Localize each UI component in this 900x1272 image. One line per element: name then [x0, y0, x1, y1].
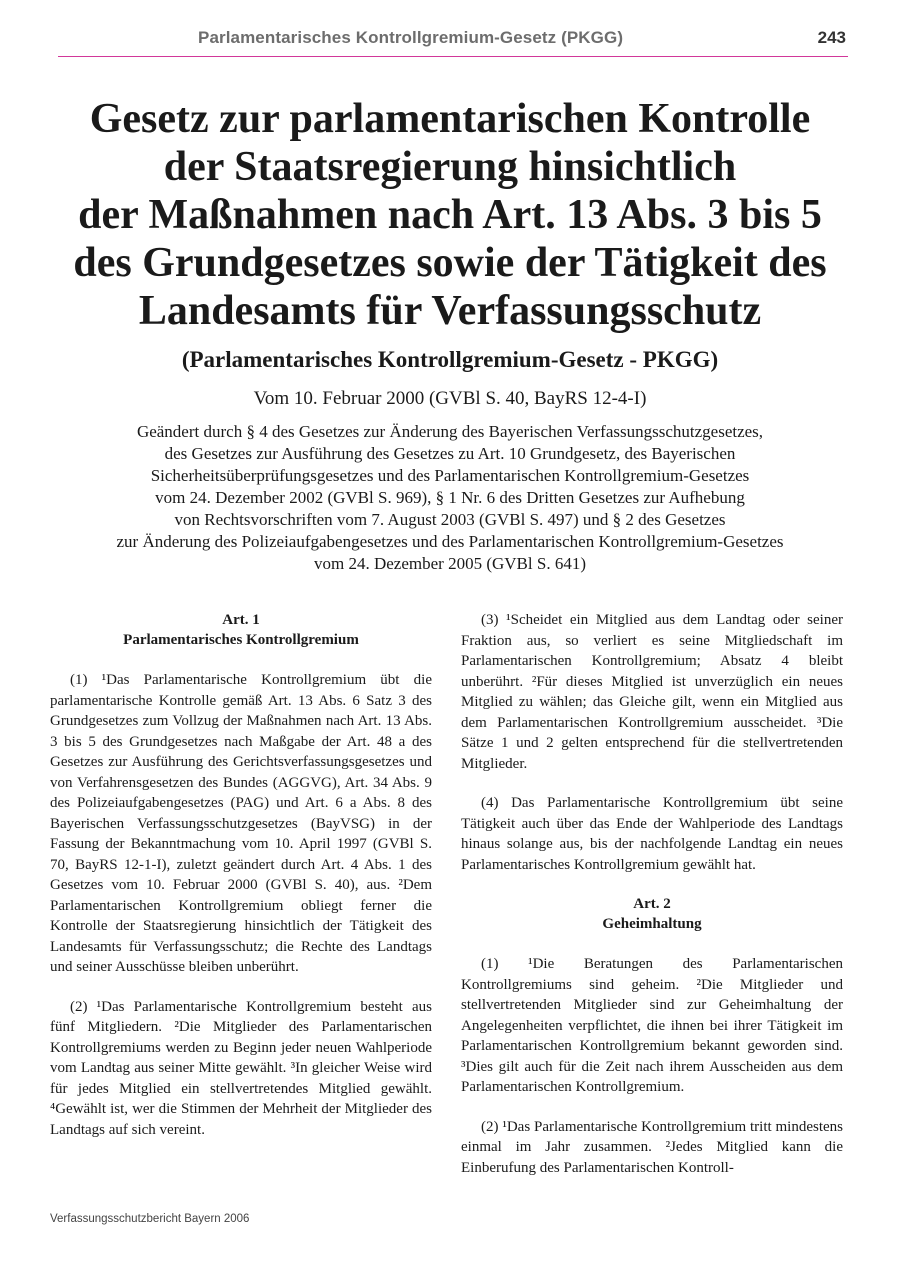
page-number: 243 — [817, 28, 846, 47]
article-1-paragraph-3: (3) ¹Scheidet ein Mitglied aus dem Landtag oder seiner Fraktion aus, so verliert es seine Mitgliedschaft im Parlamentarischen Kontrollgremium; Absatz 4 bleibt unberührt. ²Für dieses Mitglied ist unverzüglich ein neues Mitglied zu wählen; das Gleiche gilt, wenn ein Mitglied aus dem Parlamentarischen Kontrollgremium ausscheidet. ³Die Sätze 1 und 2 gelten entsprechend für die stellvertretenden Mitglieder. — [461, 612, 843, 772]
law-title-line: der Maßnahmen nach Art. 13 Abs. 3 bis 5 — [78, 192, 822, 238]
law-title — [40, 95, 860, 335]
article-2-heading — [461, 894, 843, 934]
law-title-line: des Grundgesetzes sowie der Tätigkeit des — [73, 240, 827, 286]
law-title-line: Gesetz zur parlamentarischen Kontrolle — [89, 96, 811, 142]
article-title: Parlamentarisches Kontrollgremium — [123, 632, 359, 648]
amendment-line: des Gesetzes zur Ausführung des Gesetzes zu Art. 10 Grundgesetz, des Bayerischen — [164, 444, 736, 463]
article-title: Geheimhaltung — [602, 916, 702, 932]
law-short-title: (Parlamentarisches Kontrollgremium-Gesetz - PKGG) — [181, 347, 719, 372]
amendment-line: Sicherheitsüberprüfungsgesetzes und des Parlamentarischen Kontrollgremium-Gesetzes — [150, 466, 750, 485]
amendment-note — [40, 421, 860, 575]
running-title: Parlamentarisches Kontrollgremium-Gesetz (PKGG) — [198, 28, 624, 47]
amendment-line: vom 24. Dezember 2002 (GVBl S. 969), § 1 Nr. 6 des Dritten Gesetzes zur Aufhebung — [155, 488, 745, 507]
amendment-line: zur Änderung des Polizeiaufgabengesetzes und des Parlamentarischen Kontrollgremium-Gesetzes — [116, 532, 784, 551]
article-number: Art. 2 — [633, 896, 671, 912]
law-title-line: Landesamts für Verfassungsschutz — [138, 288, 762, 334]
promulgation-date: Vom 10. Februar 2000 (GVBl S. 40, BayRS 12-4-I) — [253, 388, 647, 409]
running-header — [58, 26, 848, 57]
article-1-heading — [50, 610, 432, 650]
amendment-line: Geändert durch § 4 des Gesetzes zur Änderung des Bayerischen Verfassungsschutzgesetzes, — [136, 422, 764, 441]
article-1-paragraph-2: (2) ¹Das Parlamentarische Kontrollgremium besteht aus fünf Mitgliedern. ²Die Mitglieder des Parlamentarischen Kontrollgremiums werden zu Beginn jeder neuen Wahlperiode vom Landtag aus seiner Mitte gewählt. ³In gleicher Weise wird für jedes Mitglied ein stellvertretendes Mitglied gewählt. ⁴Gewählt ist, wer die Stimmen der Mehrheit der Mitglieder des Landtags auf sich vereint. — [50, 998, 432, 1138]
title-block — [40, 95, 860, 575]
left-column — [50, 610, 432, 1140]
right-column — [461, 610, 843, 1178]
page-footer: Verfassungsschutzbericht Bayern 2006 — [50, 1213, 250, 1225]
article-2-paragraph-2: (2) ¹Das Parlamentarische Kontrollgremium tritt mindestens einmal im Jahr zusammen. ²Jedes Mitglied kann die Einberufung des Parlamentarischen Kontroll- — [461, 1118, 843, 1176]
article-1-paragraph-1: (1) ¹Das Parlamentarische Kontrollgremium übt die parlamentarische Kontrolle gemäß Art. 13 Abs. 6 Satz 3 des Grundgesetzes zum Vollzug der Maßnahmen nach Art. 13 Abs. 3 bis 5 des Grundgesetzes nach Maßgabe der Art. 48 a des Gesetzes zur Ausführung des Gerichtsverfassungsgesetzes und von Verfahrensgesetzen des Bundes (AGGVG), Art. 34 Abs. 9 des Polizeiaufgabengesetzes (PAG) und Art. 6 a Abs. 8 des Bayerischen Verfassungsschutzgesetzes (BayVSG) in der Fassung der Bekanntmachung vom 10. April 1997 (GVBl S. 70, BayRS 12-1-I), zuletzt geändert durch Art. 4 Abs. 1 des Gesetzes vom 10. Februar 2000 (GVBl S. 40), aus. ²Dem Parlamentarischen Kontrollgremium obliegt ferner die Kontrolle der Staatsregierung hinsichtlich der Tätigkeit des Landesamts für Verfassungsschutz; die Rechte des Landtags und seiner Ausschüsse bleiben unberührt. — [50, 672, 432, 975]
law-title-line: der Staatsregierung hinsichtlich — [163, 144, 737, 190]
article-2-paragraph-1: (1) ¹Die Beratungen des Parlamentarischen Kontrollgremiums sind geheim. ²Die Mitglieder und stellvertretenden Mitglieder sind zur Geheimhaltung der Angelegenheiten verpflichtet, die ihnen bei ihrer Tätigkeit im Parlamentarischen Kontrollgremium bekannt geworden sind. ³Dies gilt auch für die Zeit nach ihrem Ausscheiden aus dem Parlamentarischen Kontrollgremium. — [461, 956, 843, 1095]
amendment-line: von Rechtsvorschriften vom 7. August 2003 (GVBl S. 497) und § 2 des Gesetzes — [174, 510, 726, 529]
article-number: Art. 1 — [222, 612, 260, 628]
amendment-line: vom 24. Dezember 2005 (GVBl S. 641) — [314, 554, 586, 573]
article-1-paragraph-4: (4) Das Parlamentarische Kontrollgremium übt seine Tätigkeit auch über das Ende der Wahlperiode des Landtags hinaus solange aus, bis der nachfolgende Landtag ein neues Parlamentarisches Kontrollgremium gewählt hat. — [461, 795, 843, 873]
